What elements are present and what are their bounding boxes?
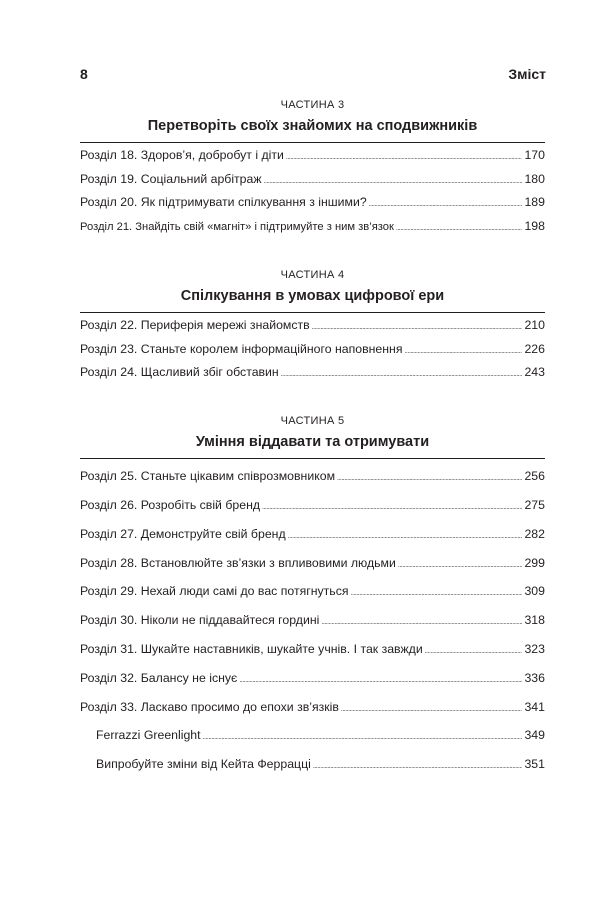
divider bbox=[80, 458, 545, 459]
dot-leader bbox=[321, 609, 522, 638]
toc-entry[interactable] bbox=[80, 549, 545, 578]
entry-title: Розділ 19. Соціальний арбітраж bbox=[80, 171, 262, 186]
toc-part-3 bbox=[80, 98, 545, 238]
divider bbox=[80, 312, 545, 313]
dot-leader bbox=[239, 667, 522, 696]
dot-leader bbox=[262, 494, 522, 523]
entry-page: 170 bbox=[524, 148, 545, 162]
toc-entry[interactable] bbox=[80, 606, 545, 635]
dot-leader bbox=[264, 170, 523, 194]
page-number: 8 bbox=[80, 66, 88, 82]
divider bbox=[80, 142, 545, 143]
dot-leader bbox=[369, 193, 523, 217]
entry-title: Випробуйте зміни від Кейта Ферраццi bbox=[96, 757, 311, 772]
toc-entry[interactable] bbox=[80, 191, 545, 215]
entry-title: Розділ 26. Розробіть свій бренд bbox=[80, 498, 261, 512]
entry-page: 323 bbox=[524, 641, 545, 656]
entry-title: Розділ 24. Щасливий збіг обставин bbox=[80, 365, 279, 379]
entry-page: 180 bbox=[524, 171, 545, 186]
toc-entry[interactable] bbox=[80, 750, 545, 779]
dot-leader bbox=[351, 580, 523, 609]
toc-entry[interactable] bbox=[80, 215, 545, 239]
part-title: Уміння віддавати та отримувати bbox=[195, 434, 430, 450]
entry-title: Розділ 29. Нехай люди самі до вас потягнуться bbox=[80, 584, 349, 599]
entry-title: Розділ 18. Здоров’я, добробут і діти bbox=[80, 148, 284, 162]
entry-page: 351 bbox=[524, 757, 545, 772]
entry-title: Розділ 22. Периферія мережі знайомств bbox=[80, 318, 310, 332]
entry-page: 210 bbox=[524, 318, 545, 332]
part-label: ЧАСТИНА 4 bbox=[280, 269, 345, 281]
toc-entry[interactable] bbox=[80, 693, 545, 722]
entry-title: Розділ 23. Станьте королем інформаційного наповнення bbox=[80, 341, 403, 356]
running-head: Зміст bbox=[508, 66, 546, 82]
entry-page: 243 bbox=[524, 365, 545, 379]
entry-page: 336 bbox=[524, 670, 545, 685]
entry-page: 349 bbox=[524, 728, 545, 743]
entry-title: Розділ 30. Ніколи не піддавайтеся гордині bbox=[80, 613, 320, 628]
toc-entry[interactable] bbox=[80, 491, 545, 520]
toc-entry[interactable] bbox=[80, 520, 545, 549]
part-title: Спілкування в умовах цифрової ери bbox=[180, 288, 445, 304]
entry-page: 318 bbox=[524, 613, 545, 628]
toc-entry[interactable] bbox=[80, 314, 545, 338]
dot-leader bbox=[398, 552, 523, 581]
dot-leader bbox=[341, 696, 523, 725]
dot-leader bbox=[425, 638, 523, 667]
toc-entry[interactable] bbox=[80, 635, 545, 664]
entry-page: 256 bbox=[524, 469, 545, 483]
toc-part-4 bbox=[80, 268, 545, 385]
toc-entry[interactable] bbox=[80, 664, 545, 693]
entry-title: Розділ 25. Станьте цікавим співрозмовником bbox=[80, 469, 336, 483]
entry-title: Розділ 33. Ласкаво просимо до епохи зв’язків bbox=[80, 699, 339, 714]
entry-title: Розділ 32. Балансу не існує bbox=[80, 670, 238, 685]
dot-leader bbox=[313, 753, 523, 782]
entry-page: 189 bbox=[524, 195, 545, 209]
part-label: ЧАСТИНА 3 bbox=[280, 99, 345, 111]
entry-page: 309 bbox=[524, 584, 545, 599]
toc-entry[interactable] bbox=[80, 144, 545, 168]
toc-part-5 bbox=[80, 414, 545, 779]
entry-page: 198 bbox=[524, 218, 545, 233]
toc-entry[interactable] bbox=[80, 721, 545, 750]
toc-entry[interactable] bbox=[80, 461, 545, 491]
dot-leader bbox=[396, 217, 523, 241]
entry-title: Розділ 21. Знайдіть свій «магніт» і підтримуйте з ним зв’язок bbox=[80, 220, 394, 233]
entry-page: 341 bbox=[524, 699, 545, 714]
dot-leader bbox=[203, 724, 523, 753]
entry-title: Ferrazzi Greenlight bbox=[96, 728, 201, 743]
dot-leader bbox=[337, 464, 522, 494]
dot-leader bbox=[404, 340, 522, 364]
entry-page: 282 bbox=[524, 526, 545, 541]
toc-entry[interactable] bbox=[80, 168, 545, 192]
part-label: ЧАСТИНА 5 bbox=[280, 415, 345, 427]
dot-leader bbox=[288, 523, 523, 552]
part-title: Перетворіть своїх знайомих на сподвижників bbox=[147, 118, 478, 134]
entry-title: Розділ 31. Шукайте наставників, шукайте учнів. І так завжди bbox=[80, 641, 423, 656]
entry-page: 226 bbox=[524, 341, 545, 356]
entry-title: Розділ 27. Демонструйте свій бренд bbox=[80, 526, 286, 541]
entry-page: 275 bbox=[524, 498, 545, 512]
dot-leader bbox=[281, 363, 523, 387]
toc-entry[interactable] bbox=[80, 577, 545, 606]
entry-page: 299 bbox=[524, 555, 545, 570]
entry-title: Розділ 20. Як підтримувати спілкування з іншими? bbox=[80, 195, 367, 209]
toc-entry[interactable] bbox=[80, 338, 545, 362]
toc-entry[interactable] bbox=[80, 361, 545, 385]
dot-leader bbox=[312, 316, 523, 340]
dot-leader bbox=[286, 146, 523, 170]
entry-title: Розділ 28. Встановлюйте зв’язки з впливовими людьми bbox=[80, 555, 396, 570]
